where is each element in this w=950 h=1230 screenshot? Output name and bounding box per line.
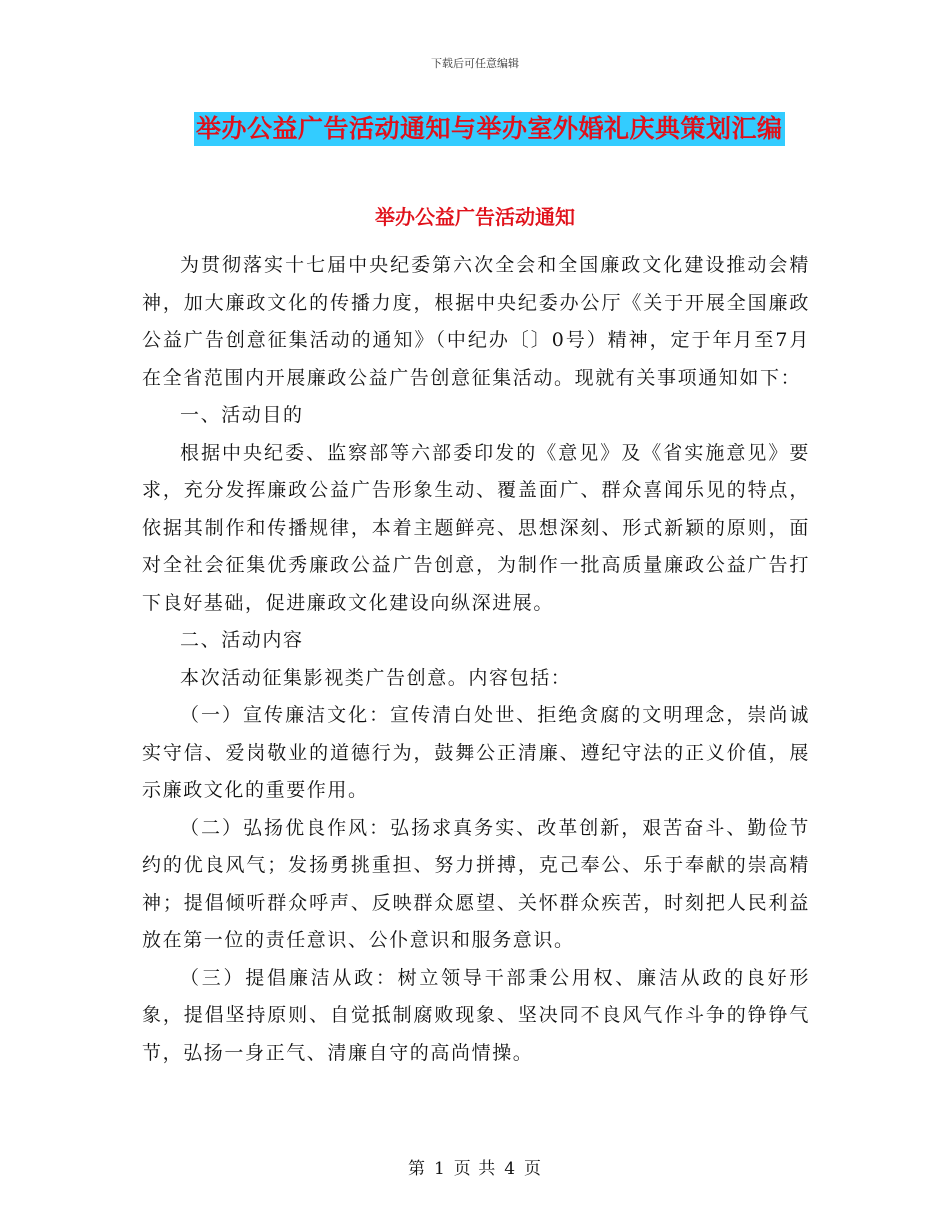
- footer-prefix: 第: [407, 1159, 426, 1179]
- paragraph-item-1: （一）宣传廉洁文化：宣传清白处世、拒绝贪腐的文明理念，崇尚诚实守信、爱岗敬业的道德行为，鼓舞公正清廉、遵纪守法的正义价值，展示廉政文化的重要作用。: [142, 704, 810, 801]
- footer-current-page: 1: [433, 1159, 446, 1179]
- document-title: 举办公益广告活动通知与举办室外婚礼庆典策划汇编: [194, 112, 785, 146]
- heading-content: 二、活动内容: [180, 629, 304, 651]
- page-footer: [0, 1154, 950, 1179]
- footer-total-pages: 4: [504, 1159, 517, 1179]
- paragraph-intro: 为贯彻落实十七届中央纪委第六次全会和全国廉政文化建设推动会精神，加大廉政文化的传播力度，根据中央纪委办公厅《关于开展全国廉政公益广告创意征集活动的通知》（中纪办〔〕0号）精神，定于年月至7月在全省范围内开展廉政公益广告创意征集活动。现就有关事项通知如下：: [142, 254, 810, 389]
- section-title: 举办公益广告活动通知: [375, 205, 575, 229]
- paragraph-content-intro: 本次活动征集影视类广告创意。内容包括：: [180, 666, 572, 689]
- heading-purpose: 一、活动目的: [180, 404, 304, 426]
- paragraph-item-2: （二）弘扬优良作风：弘扬求真务实、改革创新，艰苦奋斗、勤俭节约的优良风气；发扬勇挑重担、努力拼搏，克己奉公、乐于奉献的崇高精神；提倡倾听群众呼声、反映群众愿望、关怀群众疾苦，时刻把人民利益放在第一位的责任意识、公仆意识和服务意识。: [142, 816, 810, 951]
- paragraph-purpose: 根据中央纪委、监察部等六部委印发的《意见》及《省实施意见》要求，充分发挥廉政公益广告形象生动、覆盖面广、群众喜闻乐见的特点，依据其制作和传播规律，本着主题鲜亮、思想深刻、形式新颖的原则，面对全社会征集优秀廉政公益广告创意，为制作一批高质量廉政公益广告打下良好基础，促进廉政文化建设向纵深进展。: [142, 441, 810, 614]
- footer-middle: 页 共: [453, 1159, 497, 1179]
- header-note: 下载后可任意编辑: [431, 57, 519, 70]
- paragraph-item-3: （三）提倡廉洁从政：树立领导干部秉公用权、廉洁从政的良好形象，提倡坚持原则、自觉抵制腐败现象、坚决同不良风气作斗争的铮铮气节，弘扬一身正气、清廉自守的高尚情操。: [142, 966, 810, 1064]
- document-body: [142, 247, 810, 1072]
- footer-suffix: 页: [524, 1159, 543, 1179]
